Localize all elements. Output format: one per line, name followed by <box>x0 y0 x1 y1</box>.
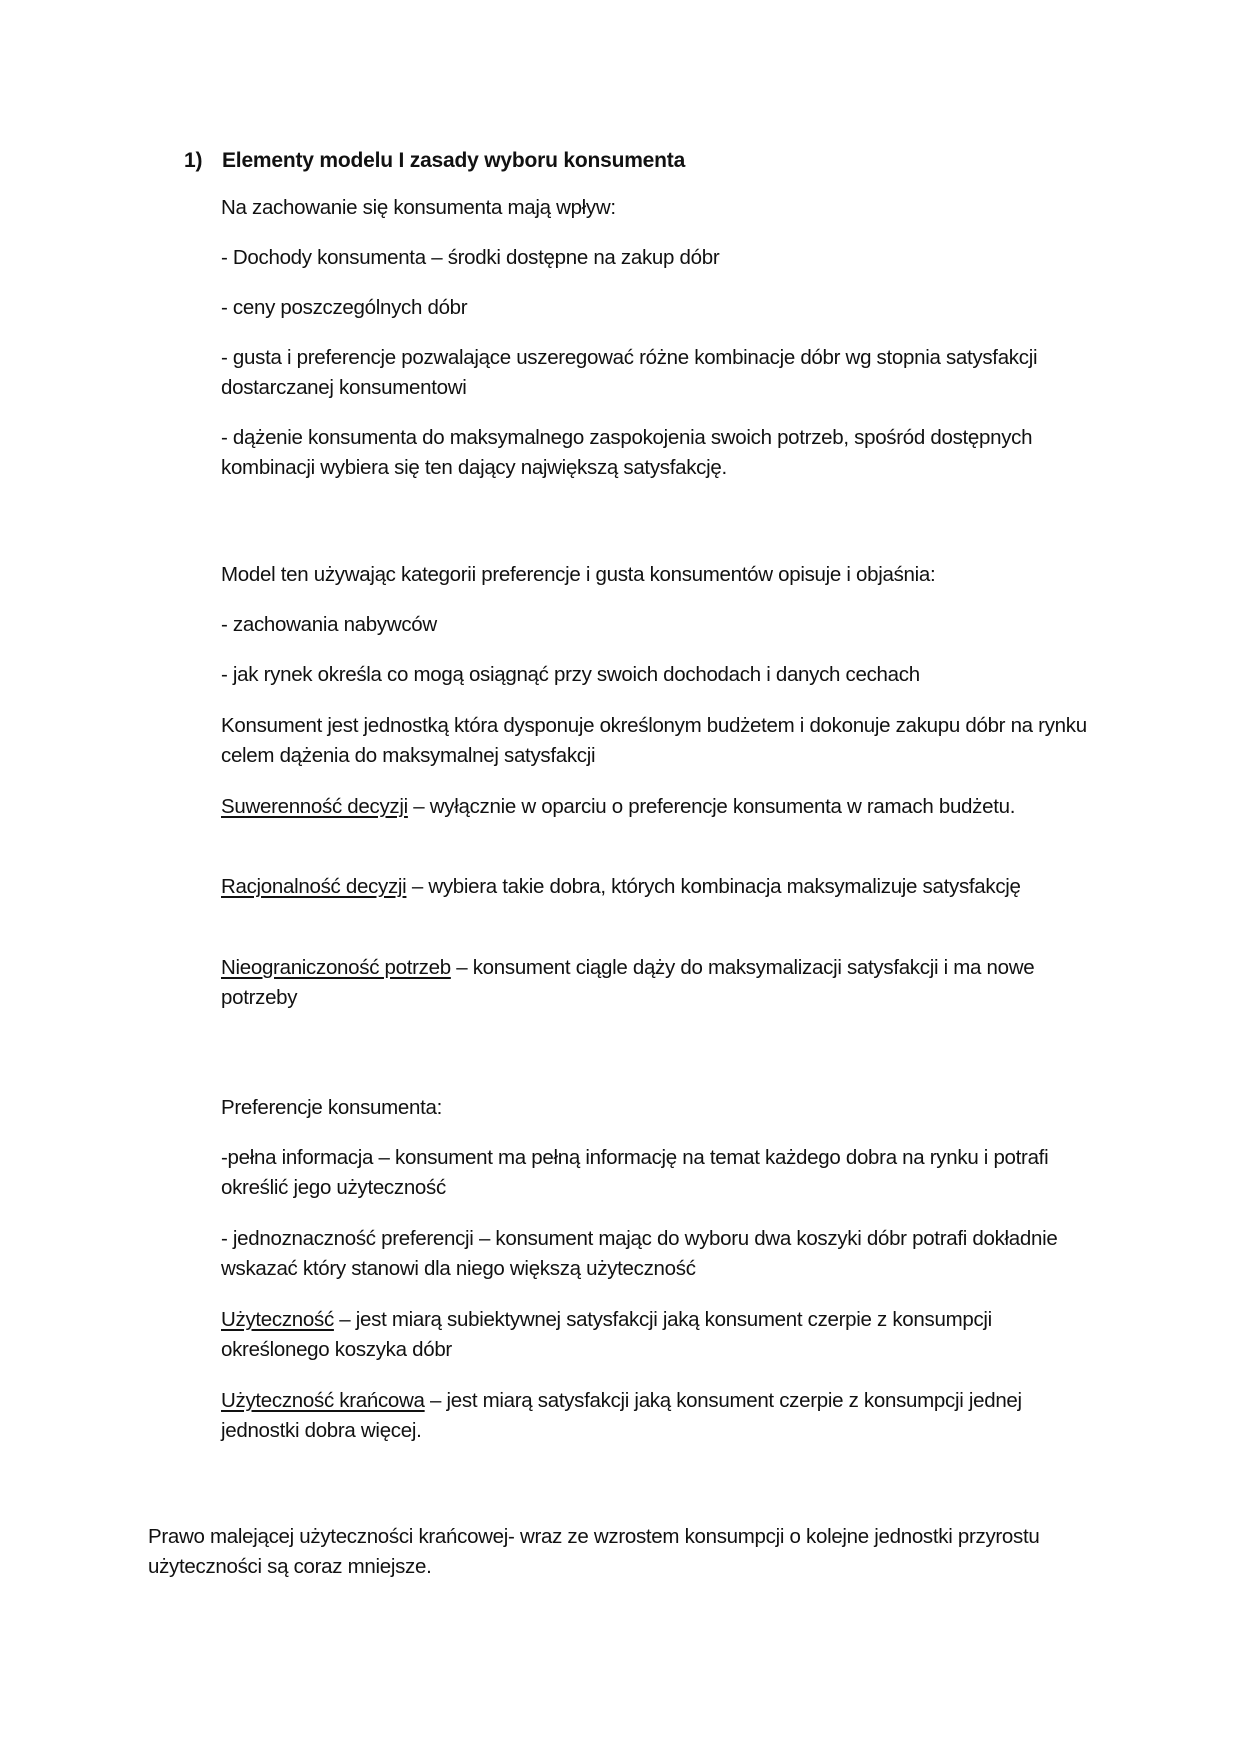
definition-term: Suwerenność decyzji <box>221 795 408 818</box>
definition-marginal-utility <box>221 1386 1091 1446</box>
section-heading <box>184 146 685 176</box>
influence-item: - Dochody konsumenta – środki dostępne na zakup dóbr <box>221 246 720 269</box>
influence-item: - ceny poszczególnych dóbr <box>221 296 468 319</box>
definition-rationality <box>221 872 1091 902</box>
section-title: Elementy modelu I zasady wyboru konsumenta <box>222 149 686 172</box>
definition-utility <box>221 1305 1091 1365</box>
definition-term: Nieograniczoność potrzeb <box>221 956 451 979</box>
diminishing-marginal-utility-law: Prawo malejącej użyteczności krańcowej- wraz ze wzrostem konsumpcji o kolejne jednostki przyrostu użyteczności są coraz mniejsze. <box>148 1525 1040 1578</box>
definition-unlimited-needs <box>221 953 1091 1013</box>
definition-text: – jest miarą subiektywnej satysfakcji jaką konsument czerpie z konsumpcji określonego koszyka dóbr <box>221 1308 992 1361</box>
definition-text: – wybiera takie dobra, których kombinacja maksymalizuje satysfakcję <box>406 875 1021 898</box>
definition-text: – jest miarą satysfakcji jaką konsument czerpie z konsumpcji jednej jednostki dobra więcej. <box>221 1389 1022 1442</box>
model-intro-paragraph: Model ten używając kategorii preferencje i gusta konsumentów opisuje i objaśnia: <box>221 563 936 586</box>
definition-term: Użyteczność krańcowa <box>221 1389 425 1412</box>
influence-item: - gusta i preferencje pozwalające uszeregować różne kombinacje dóbr wg stopnia satysfakcji dostarczanej konsumentowi <box>221 346 1038 399</box>
consumer-definition: Konsument jest jednostką która dysponuje określonym budżetem i dokonuje zakupu dóbr na rynku celem dążenia do maksymalnej satysfakcji <box>221 714 1087 767</box>
definition-text: – wyłącznie w oparciu o preferencje konsumenta w ramach budżetu. <box>407 795 1016 818</box>
preference-item: - jednoznaczność preferencji – konsument mając do wyboru dwa koszyki dóbr potrafi dokładnie wskazać który stanowi dla niego większą użyteczność <box>221 1227 1058 1280</box>
definition-sovereignty <box>221 792 1091 822</box>
preferences-heading: Preferencje konsumenta: <box>221 1096 443 1119</box>
model-point: - zachowania nabywców <box>221 613 437 636</box>
section-number: 1) <box>184 149 203 172</box>
definition-text: – konsument ciągle dąży do maksymalizacji satysfakcji i ma nowe potrzeby <box>221 956 1035 1009</box>
model-point: - jak rynek określa co mogą osiągnąć przy swoich dochodach i danych cechach <box>221 663 920 686</box>
influence-item: - dążenie konsumenta do maksymalnego zaspokojenia swoich potrzeb, spośród dostępnych kombinacji wybiera się ten dający największą satysfakcję. <box>221 426 1033 479</box>
preference-item: -pełna informacja – konsument ma pełną informację na temat każdego dobra na rynku i potrafi określić jego użyteczność <box>221 1146 1049 1199</box>
definition-term: Użyteczność <box>221 1308 334 1331</box>
definition-term: Racjonalność decyzji <box>221 875 407 898</box>
intro-paragraph: Na zachowanie się konsumenta mają wpływ: <box>221 196 616 219</box>
